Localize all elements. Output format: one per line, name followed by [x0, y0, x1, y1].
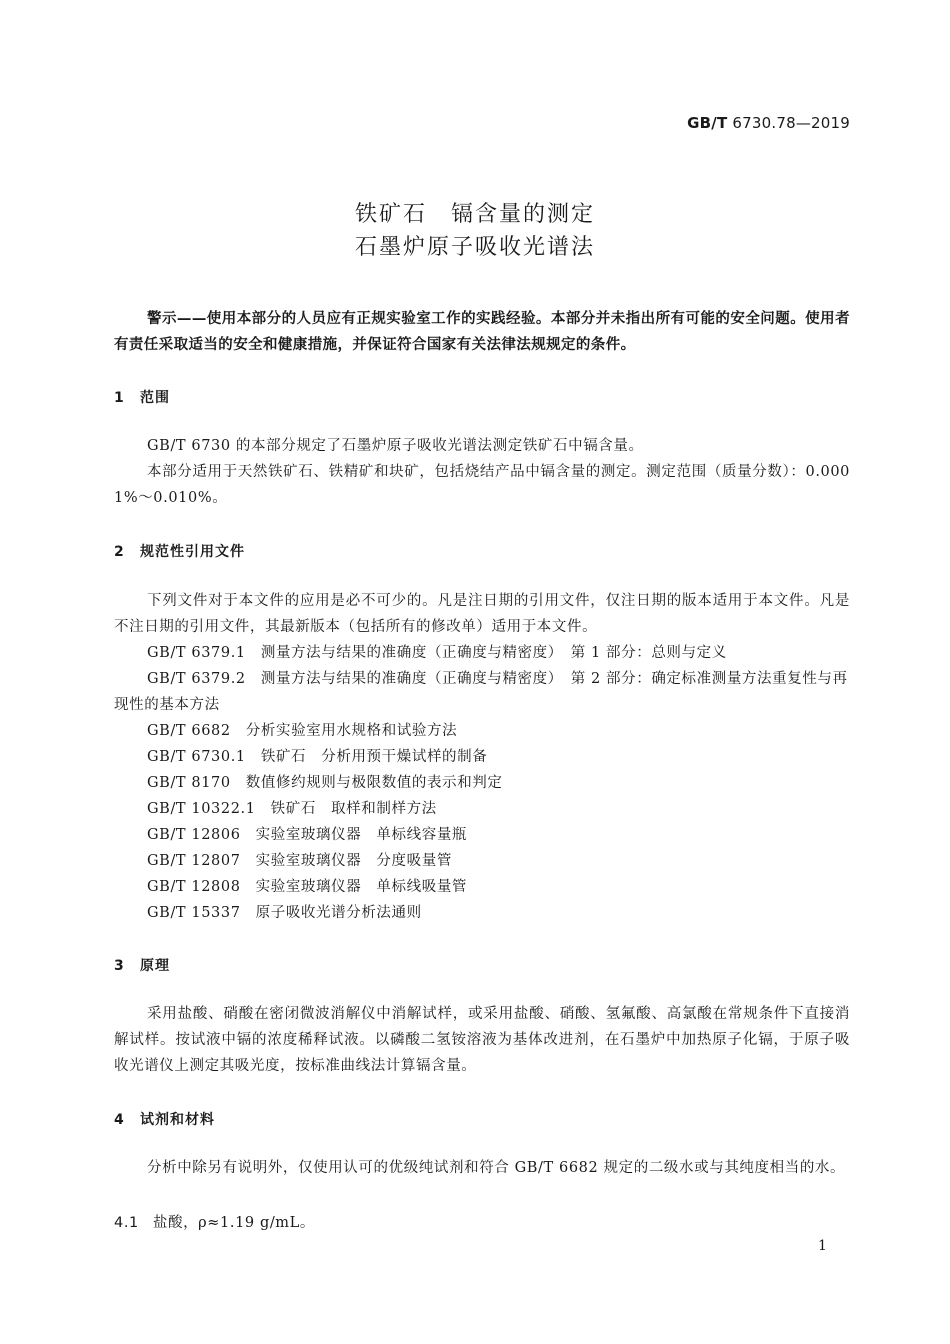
- section-title: 试剂和材料: [140, 1112, 215, 1128]
- standard-code: [687, 114, 850, 132]
- reference-item: GB/T 6682 分析实验室用水规格和试验方法: [147, 723, 458, 739]
- scope-paragraph-2: 本部分适用于天然铁矿石、铁精矿和块矿，包括烧结产品中镉含量的测定。测定范围（质量分数）：0.000 1%～0.010%。: [114, 464, 850, 506]
- reference-item: GB/T 6379.1 测量方法与结果的准确度（正确度与精密度） 第 1 部分：总则与定义: [147, 645, 727, 661]
- principle-paragraph: 采用盐酸、硝酸在密闭微波消解仪中消解试样，或采用盐酸、硝酸、氢氟酸、高氯酸在常规条件下直接消解试样。按试液中镉的浓度稀释试液。以磷酸二氢铵溶液为基体改进剂，在石墨炉中加热原子化镉，于原子吸收光谱仪上测定其吸光度，按标准曲线法计算镉含量。: [114, 1006, 850, 1074]
- section-number: 1: [114, 390, 125, 406]
- section-4-heading: [114, 1109, 215, 1129]
- section-2-heading: [114, 541, 245, 561]
- document-title-line1: 铁矿石 镉含量的测定: [354, 202, 595, 227]
- reference-item: GB/T 15337 原子吸收光谱分析法通则: [147, 905, 422, 921]
- section-3-heading: [114, 955, 170, 975]
- reference-item: GB/T 12806 实验室玻璃仪器 单标线容量瓶: [147, 827, 468, 843]
- reference-item: GB/T 12807 实验室玻璃仪器 分度吸量管: [147, 853, 452, 869]
- section-number: 4: [114, 1112, 125, 1128]
- section-title: 原理: [140, 958, 170, 974]
- standard-prefix: GB/T: [687, 114, 728, 132]
- section-title: 范围: [140, 390, 170, 406]
- scope-paragraph-1: GB/T 6730 的本部分规定了石墨炉原子吸收光谱法测定铁矿石中镉含量。: [147, 438, 644, 454]
- reference-item: GB/T 10322.1 铁矿石 取样和制样方法: [147, 801, 437, 817]
- warning-paragraph: 警示——使用本部分的人员应有正规实验室工作的实践经验。本部分并未指出所有可能的安全问题。使用者有责任采取适当的安全和健康措施，并保证符合国家有关法律法规规定的条件。: [114, 311, 850, 353]
- reference-item: GB/T 6379.2 测量方法与结果的准确度（正确度与精密度） 第 2 部分：确定标准测量方法重复性与再现性的基本方法: [114, 671, 848, 713]
- section-number: 2: [114, 544, 125, 560]
- subclause-number: 4.1: [114, 1215, 139, 1231]
- subclause-text: 盐酸，ρ≈1.19 g/mL。: [152, 1215, 315, 1231]
- standard-number: 6730.78—2019: [732, 114, 850, 132]
- document-title-line2: 石墨炉原子吸收光谱法: [354, 235, 595, 260]
- section-1-heading: [114, 387, 170, 407]
- section-number: 3: [114, 958, 125, 974]
- reference-item: GB/T 12808 实验室玻璃仪器 单标线吸量管: [147, 879, 468, 895]
- section-title: 规范性引用文件: [140, 544, 245, 560]
- reference-item: GB/T 6730.1 铁矿石 分析用预干燥试样的制备: [147, 749, 488, 765]
- reagents-paragraph: 分析中除另有说明外，仅使用认可的优级纯试剂和符合 GB/T 6682 规定的二级水或与其纯度相当的水。: [147, 1160, 846, 1176]
- subclause-4-1: [114, 1211, 315, 1232]
- references-intro: 下列文件对于本文件的应用是必不可少的。凡是注日期的引用文件，仅注日期的版本适用于本文件。凡是不注日期的引用文件，其最新版本（包括所有的修改单）适用于本文件。: [114, 593, 850, 635]
- page-number: 1: [818, 1238, 827, 1254]
- reference-item: GB/T 8170 数值修约规则与极限数值的表示和判定: [147, 775, 503, 791]
